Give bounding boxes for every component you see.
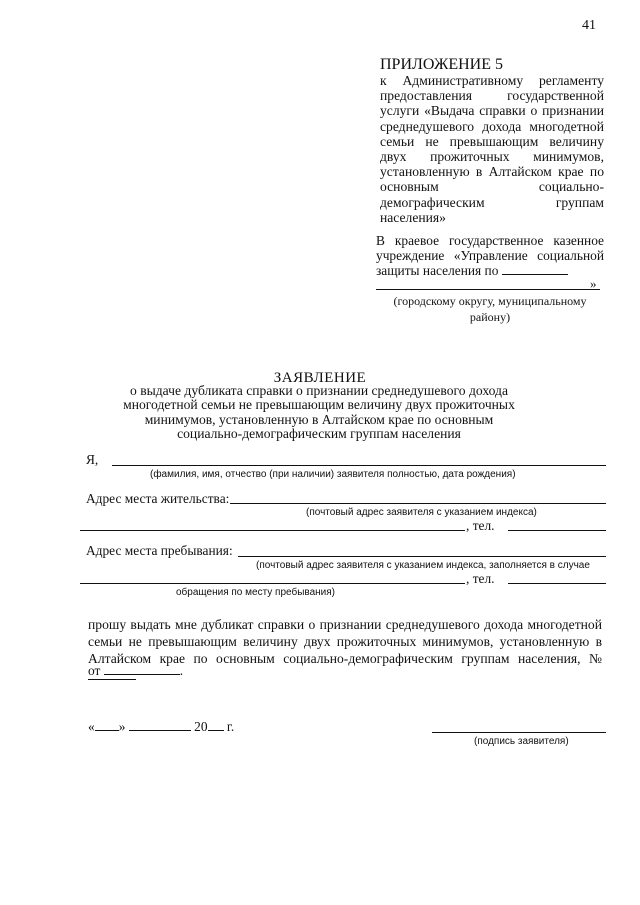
year-suffix: г. xyxy=(226,719,235,734)
addressee-line[interactable] xyxy=(376,289,600,290)
document-title: ЗАЯВЛЕНИЕ xyxy=(273,370,367,386)
residence-label: Адрес места жительства: xyxy=(86,491,230,506)
date-quote-open: « xyxy=(88,719,95,734)
applicant-name-caption: (фамилия, имя, отчество (при наличии) заявителя полностью, дата рождения) xyxy=(150,469,516,480)
request-period: . xyxy=(179,663,184,678)
month-blank[interactable] xyxy=(129,719,191,731)
date-quote-close: » xyxy=(118,719,126,734)
addressee-text xyxy=(376,233,604,279)
addressee-closing-quote: » xyxy=(590,276,597,291)
signature-line[interactable] xyxy=(432,732,606,733)
signature-caption: (подпись заявителя) xyxy=(474,736,569,747)
appendix-title: ПРИЛОЖЕНИЕ 5 xyxy=(380,56,504,73)
stay-line-2[interactable] xyxy=(80,583,465,584)
document-subtitle: о выдаче дубликата справки о признании среднедушевого дохода многодетной семьи не превышающим величину двух прожиточных минимумов, установленную в Алтайском крае по основным социально-демографическим группам населения xyxy=(123,383,515,442)
residence-line-2[interactable] xyxy=(80,530,465,531)
year-blank[interactable] xyxy=(208,719,224,731)
stay-caption-2: обращения по месту пребывания) xyxy=(176,587,336,598)
page-number: 41 xyxy=(582,18,596,33)
addressee-caption: (городскому округу, муниципальному району) xyxy=(393,294,587,324)
year-prefix: 20 xyxy=(194,719,208,734)
day-blank[interactable] xyxy=(95,719,119,731)
certificate-date-blank[interactable] xyxy=(104,663,180,675)
stay-caption: (почтовый адрес заявителя с указанием индекса, заполняется в случае xyxy=(256,560,590,571)
request-text-content: прошу выдать мне дубликат справки о признании среднедушевого дохода многодетной семьи не превышающим величину двух прожиточных минимумов, установленную в Алтайском крае по основным социально-демографическим группам населения, № xyxy=(88,617,602,666)
ya-label: Я, xyxy=(86,452,99,467)
phone-label-2: , тел. xyxy=(466,571,495,586)
residence-line[interactable] xyxy=(230,503,606,504)
residence-caption: (почтовый адрес заявителя с указанием индекса) xyxy=(306,507,537,518)
phone-label: , тел. xyxy=(466,518,495,533)
stay-line[interactable] xyxy=(238,556,606,557)
phone-line[interactable] xyxy=(508,530,606,531)
addressee-blank[interactable] xyxy=(502,263,568,275)
applicant-name-line[interactable] xyxy=(112,465,606,466)
appendix-text: к Административному регламенту предоставления государственной услуги «Выдача справки о признании среднедушевого дохода многодетной семьи не превышающим величину двух прожиточных минимумов, установленную в Алтайском крае по основным социально-демографическим группам населения» xyxy=(380,73,604,225)
date-field xyxy=(88,719,234,735)
request-from xyxy=(88,663,183,679)
stay-label: Адрес места пребывания: xyxy=(86,543,233,558)
addressee-text-content: В краевое государственное казенное учреждение «Управление социальной защиты населения по xyxy=(376,233,604,279)
phone-line-2[interactable] xyxy=(508,583,606,584)
from-label: от xyxy=(88,663,101,678)
